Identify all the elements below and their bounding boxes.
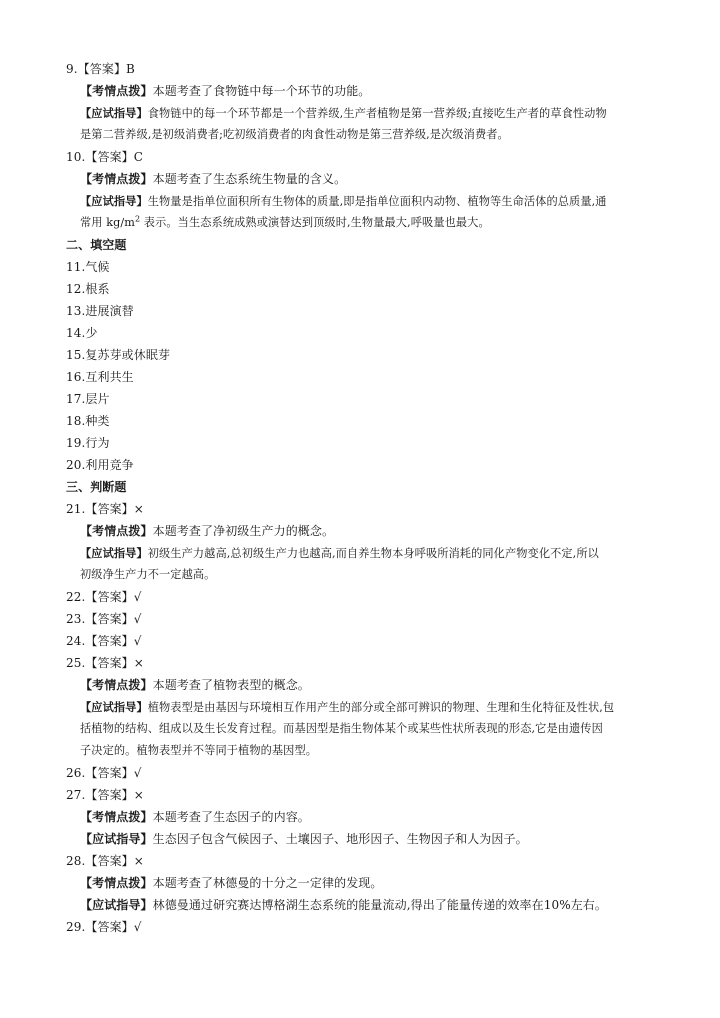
answer-q29: 29.【答案】√ [66, 920, 142, 934]
explanation-q9-point [66, 80, 666, 102]
tag-kaoqing: 【考情点拨】 [80, 84, 153, 98]
explanation-q9-guide-cont: 是第二营养级,是初级消费者;吃初级消费者的肉食性动物是第三营养级,是次级消费者。 [80, 128, 509, 141]
explanation-text: 生态因子包含气候因子、土壤因子、地形因子、生物因子和人为因子。 [152, 832, 528, 846]
answer-q12: 12.根系 [66, 282, 110, 296]
answer-q28: 28.【答案】× [66, 854, 144, 868]
answer-q17: 17.层片 [66, 392, 110, 406]
explanation-text: 食物链中的每一个环节都是一个营养级,生产者植物是第一营养级;直接吃生产者的草食性动物 [147, 107, 607, 120]
answer-q9: 9.【答案】B [66, 62, 135, 76]
explanation-q27-point [66, 806, 666, 828]
answer-q10: 10.【答案】C [66, 150, 144, 164]
answer-q15: 15.复苏芽或休眠芽 [66, 348, 171, 362]
explanation-text: 本题考查了植物表型的概念。 [152, 678, 310, 692]
answer-q26: 26.【答案】√ [66, 766, 142, 780]
answer-q11: 11.气候 [66, 260, 110, 274]
explanation-text: 本题考查了食物链中每一个环节的功能。 [152, 84, 371, 98]
answer-q18: 18.种类 [66, 414, 110, 428]
explanation-q28-point [66, 872, 666, 894]
explanation-q21-point [66, 520, 666, 542]
tag-kaoqing: 【考情点拨】 [80, 810, 153, 824]
tag-kaoqing: 【考情点拨】 [80, 172, 153, 186]
tag-kaoqing: 【考情点拨】 [80, 876, 153, 890]
answer-q16: 16.互利共生 [66, 370, 134, 384]
explanation-q9-guide [66, 102, 666, 124]
tag-yingshi: 【应试指导】 [80, 700, 148, 714]
explanation-q25-point [66, 674, 666, 696]
answer-q14: 14.少 [66, 326, 98, 340]
explanation-text: 本题考查了生态因子的内容。 [152, 810, 310, 824]
section-fill-blank: 二、填空题 [66, 238, 127, 252]
superscript: 2 [134, 214, 141, 224]
explanation-text: 植物表型是由基因与环境相互作用产生的部分或全部可辨识的物理、生理和生化特征及性状,包 [147, 701, 615, 714]
answer-q25: 25.【答案】× [66, 656, 144, 670]
explanation-q27-guide [66, 828, 666, 850]
explanation-q28-guide [66, 894, 666, 916]
answer-q21: 21.【答案】× [66, 502, 144, 516]
explanation-q21-guide-cont: 初级净生产力不一定越高。 [80, 568, 216, 581]
explanation-text: 表示。当生态系统成熟或演替达到顶级时,生物量最大,呼吸量也最大。 [140, 216, 490, 229]
tag-yingshi: 【应试指导】 [80, 898, 153, 912]
explanation-text: 本题考查了林德曼的十分之一定律的发现。 [152, 876, 383, 890]
explanation-text: 本题考查了净初级生产力的概念。 [152, 524, 335, 538]
tag-kaoqing: 【考情点拨】 [80, 678, 153, 692]
explanation-text: 初级生产力越高,总初级生产力也越高,而自养生物本身呼吸所消耗的同化产物变化不定,所以 [147, 547, 599, 560]
explanation-q25-guide-cont: 括植物的结构、组成以及生长发育过程。而基因型是指生物体某个或某些性状所表现的形态,它是由遗传因 [80, 722, 603, 735]
tag-yingshi: 【应试指导】 [80, 194, 148, 208]
explanation-q10-point [66, 168, 666, 190]
answer-page [66, 58, 666, 938]
explanation-q21-guide [66, 542, 666, 564]
tag-kaoqing: 【考情点拨】 [80, 524, 153, 538]
tag-yingshi: 【应试指导】 [80, 832, 153, 846]
explanation-q25-guide [66, 696, 666, 718]
answer-q13: 13.进展演替 [66, 304, 134, 318]
explanation-q10-guide [66, 190, 666, 212]
answer-q23: 23.【答案】√ [66, 612, 142, 626]
explanation-text: 林德曼通过研究赛达博格湖生态系统的能量流动,得出了能量传递的效率在10%左右。 [152, 898, 607, 912]
explanation-text: 常用 kg/m [80, 216, 135, 229]
explanation-q10-guide-cont [66, 212, 666, 234]
tag-yingshi: 【应试指导】 [80, 106, 148, 120]
answer-q27: 27.【答案】× [66, 788, 144, 802]
explanation-q25-guide-cont2: 子决定的。植物表型并不等同于植物的基因型。 [80, 744, 318, 757]
explanation-text: 生物量是指单位面积所有生物体的质量,即是指单位面积内动物、植物等生命活体的总质量,通 [147, 195, 607, 208]
answer-q22: 22.【答案】√ [66, 590, 142, 604]
tag-yingshi: 【应试指导】 [80, 546, 148, 560]
answer-q24: 24.【答案】√ [66, 634, 142, 648]
section-true-false: 三、判断题 [66, 480, 127, 494]
explanation-text: 本题考查了生态系统生物量的含义。 [152, 172, 347, 186]
answer-q20: 20.利用竞争 [66, 458, 134, 472]
answer-q19: 19.行为 [66, 436, 110, 450]
